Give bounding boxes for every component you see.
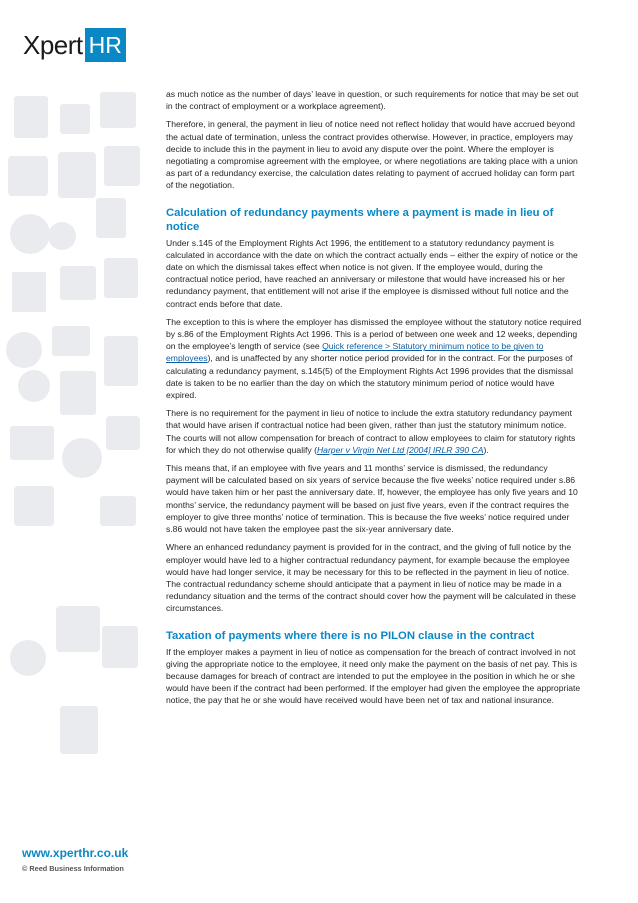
arrows-icon	[58, 152, 96, 198]
document-icon	[14, 96, 48, 138]
chart-icon	[104, 258, 138, 298]
article-body	[166, 88, 582, 713]
briefcase-icon	[100, 496, 136, 526]
decorative-icon-grid	[0, 86, 150, 826]
paragraph: If the employer makes a payment in lieu of notice as compensation for the breach of contract involved in not giving the appropriate notice to the employee, it need only make the payment on the basis of net pay. This is because damages for breach of contract are intended to put the employee in the position in which he or she would have been if the contract had been performed. If the employer had given the employee the appropriate notice, the pay that he or she would have received would have been net of tax and national insurance.	[166, 646, 581, 706]
info-icon	[104, 336, 138, 386]
text: There is no requirement for the payment in lieu of notice to include the extra statutory redundancy payment that would have arisen if contractual notice had been given, rather than just the statutory minimum notice. The courts will not allow compensation for breach of contract to allow employees to claim for statutory rights for which they do not otherwise qualify (	[166, 408, 576, 455]
section-heading-taxation: Taxation of payments where there is no PILON clause in the contract	[166, 629, 535, 642]
sidebar	[0, 0, 150, 903]
paragraph	[166, 316, 582, 401]
speech-bubble-icon	[106, 416, 140, 450]
text: ).	[483, 444, 489, 455]
copy-icon	[60, 104, 90, 134]
clipboard-icon	[60, 706, 98, 754]
folder-icon	[10, 426, 54, 460]
text: ), and is unaffected by any shorter notice period provided for in the contract. For the purposes of calculating a redundancy payment, s.145(5) of the Employment Rights Act 1996 provides that the dismissal date is taken to be no earlier than the day on which the statutory minimum period of notice would have expired.	[166, 353, 573, 401]
copyright: © Reed Business Information	[22, 864, 124, 873]
statutory-notice-link[interactable]: Quick reference > Statutory minimum notice to be given to employees	[166, 341, 544, 364]
website-link[interactable]: www.xperthr.co.uk	[22, 846, 129, 860]
stats-icon	[100, 92, 136, 128]
calendar-icon	[104, 146, 140, 186]
government-icon	[12, 272, 46, 312]
logo-text-hr: HR	[85, 28, 126, 62]
paragraph: Where an enhanced redundancy payment is provided for in the contract, and the giving of full notice by the employer would have led to a higher contractual redundancy payment, for example because the employee would have had longer service, it may be necessary for this to be reflected in the payment in lieu of notice. The contractual redundancy scheme should anticipate that a payment in lieu of notice may be made in a redundancy situation and the terms of the contract should cover how the payment will be calculated in these circumstances.	[166, 542, 576, 614]
calculator-icon	[96, 198, 126, 238]
section-heading-redundancy: Calculation of redundancy payments where a payment is made in lieu of notice	[166, 206, 554, 233]
paragraph: as much notice as the number of days’ leave in question, or such requirements for notice that may be set out in the contract of employment or a workplace agreement).	[166, 89, 579, 112]
xperthr-logo[interactable]	[23, 28, 126, 62]
gear-icon	[10, 214, 50, 254]
puzzle-icon	[102, 626, 138, 668]
paragraph: Therefore, in general, the payment in lieu of notice need not reflect holiday that would have accrued beyond the actual date of termination, unless the contract provides otherwise. However, in practice, employers may decide to include this in the payment in lieu to avoid any dispute over the point. Where the employer is negotiating a compromise agreement with the employee, or where negotiations are taking place with a union as part of a redundancy exercise, the calculation dates relating to payment of accrued holiday can form part of the negotiation.	[166, 119, 578, 191]
question-icon	[56, 606, 100, 652]
pie-chart-icon	[62, 438, 102, 478]
headset-icon	[18, 370, 50, 402]
paragraph: This means that, if an employee with five years and 11 months’ service is dismissed, the redundancy payment will be calculated based on six years of service because the five weeks’ notice required under s.86 would have taken him or her past the anniversary date. If, however, the employee has only five years and 10 months’ service, the redundancy payment will be based on just five years, even if the contract requires the employer to give three months’ notice of termination. This is because the five weeks’ notice required under s.86 would not have taken the employee past the six-year anniversary date.	[166, 463, 578, 535]
paragraph: Under s.145 of the Employment Rights Act 1996, the entitlement to a statutory redundancy payment is calculated in accordance with the date on which the contract actually ends – either the expiry of notice or the date on which the dismissal takes effect when notice is not given. If the employee would, during the contractual notice period, have reached an anniversary or milestone that would have increased his or her redundancy payment, that entitlement will not arise if the employee is dismissed without full notice and the contract ends before that date.	[166, 237, 578, 309]
checklist-icon	[60, 371, 96, 415]
logo-text-xpert: Xpert	[23, 30, 83, 60]
people-icon	[48, 222, 76, 250]
paragraph	[166, 407, 582, 456]
stopwatch-icon	[6, 332, 42, 368]
pencil-icon	[52, 326, 90, 356]
scales-icon	[60, 266, 96, 300]
mailbox-icon	[8, 156, 48, 196]
umbrella-icon	[10, 640, 46, 676]
handshake-icon	[14, 486, 54, 526]
case-law-link[interactable]: Harper v Virgin Net Ltd [2004] IRLR 390 CA	[316, 444, 484, 455]
text: The exception to this is where the employer has dismissed the employee without the statutory notice required by s.86 of the Employment Rights Act 1996. This is a period of between one week and 12 weeks, depending on the employee’s length of service (see	[166, 316, 582, 352]
